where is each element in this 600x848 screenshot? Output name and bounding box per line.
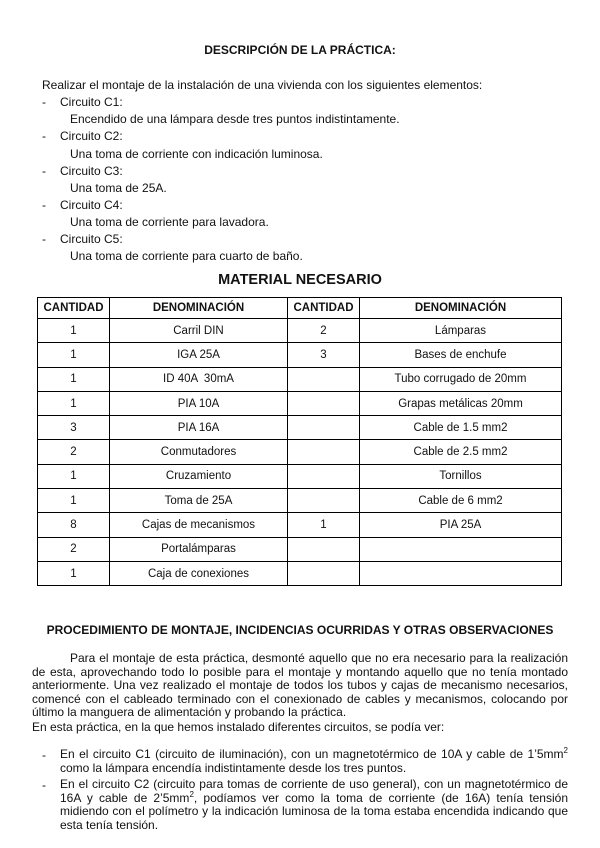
- circuit-name: Circuito C2:: [60, 129, 123, 143]
- table-cell: [360, 537, 562, 561]
- table-row: [38, 464, 562, 488]
- table-cell: Grapas metálicas 20mm: [360, 391, 562, 415]
- circuit-name: Circuito C4:: [60, 198, 123, 212]
- table-cell: PIA 25A: [360, 513, 562, 537]
- procedure-paragraph: Para el montaje de esta práctica, desmonté aquello que no era necesario para la realización de esta, aprovechando todo lo posible para el montaje y montando aquello que no tenía montado anteriormente. Una vez realizado el montaje de todos los tubos y cajas de mecanismo necesarios, comencé con el cableado terminado con el conexionado de cables y mecanismos, colocando por último la manguera de alimentación y probando la práctica.: [32, 651, 568, 719]
- table-cell: Carril DIN: [110, 319, 288, 343]
- table-cell: Portalámparas: [110, 537, 288, 561]
- table-cell: PIA 10A: [110, 391, 288, 415]
- bullet-dash: -: [42, 129, 46, 143]
- table-cell: [288, 391, 360, 415]
- table-row: [38, 561, 562, 585]
- observation-text: En el circuito C2 (circuito para tomas de corriente de uso general), con un magnetotérmico de 16A y cable de 2’5mm: [60, 777, 568, 805]
- table-cell: PIA 16A: [110, 416, 288, 440]
- bullet-dash: -: [42, 95, 46, 109]
- circuit-detail: Una toma de corriente para cuarto de baño.: [70, 249, 303, 263]
- table-cell: [288, 367, 360, 391]
- description-intro: Realizar el montaje de la instalación de una vivienda con los siguientes elementos:: [42, 78, 483, 92]
- table-cell: 3: [288, 343, 360, 367]
- table-cell: 1: [38, 391, 110, 415]
- circuit-detail: Una toma de 25A.: [70, 181, 167, 195]
- table-row: [38, 391, 562, 415]
- table-header-row: [38, 298, 562, 319]
- table-cell: 1: [38, 464, 110, 488]
- table-row: [38, 343, 562, 367]
- bullet-dash: -: [42, 164, 46, 178]
- superscript: 2: [189, 789, 194, 799]
- table-cell: Tornillos: [360, 464, 562, 488]
- table-cell: 1: [38, 343, 110, 367]
- circuit-detail: Una toma de corriente para lavadora.: [70, 215, 269, 229]
- table-row: [38, 489, 562, 513]
- table-cell: 2: [288, 319, 360, 343]
- table-cell: Lámparas: [360, 319, 562, 343]
- table-cell: Cable de 6 mm2: [360, 489, 562, 513]
- table-cell: Toma de 25A: [110, 489, 288, 513]
- observation-text: , podíamos ver como la toma de corriente (de 16A) tenía tensión midiendo con el polímetro y la indicación luminosa de la toma estaba encendida indicando que esta tenía tensión.: [60, 790, 568, 832]
- material-table: [37, 297, 562, 586]
- table-cell: 2: [38, 537, 110, 561]
- observation-text: En el circuito C1 (circuito de iluminación), con un magnetotérmico de 10A y cable de 1’5mm: [60, 747, 564, 761]
- circuit-name: Circuito C1:: [60, 95, 123, 109]
- table-row: [38, 367, 562, 391]
- table-row: [38, 513, 562, 537]
- table-cell: IGA 25A: [110, 343, 288, 367]
- table-cell: ID 40A 30mA: [110, 367, 288, 391]
- table-cell: Cable de 1.5 mm2: [360, 416, 562, 440]
- description-heading: DESCRIPCIÓN DE LA PRÁCTICA:: [204, 43, 396, 57]
- table-row: [38, 319, 562, 343]
- table-cell: [288, 464, 360, 488]
- table-row: [38, 537, 562, 561]
- circuit-detail: Una toma de corriente con indicación luminosa.: [70, 147, 323, 161]
- bullet-dash: -: [42, 748, 46, 762]
- bullet-dash: -: [42, 198, 46, 212]
- circuit-name: Circuito C3:: [60, 164, 123, 178]
- superscript: 2: [563, 746, 568, 755]
- table-cell: 1: [38, 489, 110, 513]
- table-cell: Conmutadores: [110, 440, 288, 464]
- table-cell: 1: [38, 561, 110, 585]
- table-cell: [360, 561, 562, 585]
- column-header: DENOMINACIÓN: [110, 298, 288, 319]
- table-cell: [288, 537, 360, 561]
- table-cell: Cable de 2.5 mm2: [360, 440, 562, 464]
- table-cell: Cruzamiento: [110, 464, 288, 488]
- table-row: [38, 440, 562, 464]
- table-cell: 1: [38, 367, 110, 391]
- circuit-name: Circuito C5:: [60, 232, 123, 246]
- table-cell: 3: [38, 416, 110, 440]
- table-cell: [288, 416, 360, 440]
- bullet-dash: -: [42, 232, 46, 246]
- table-row: [38, 416, 562, 440]
- table-cell: Tubo corrugado de 20mm: [360, 367, 562, 391]
- bullet-dash: -: [42, 778, 46, 792]
- procedure-heading: PROCEDIMIENTO DE MONTAJE, INCIDENCIAS OCURRIDAS Y OTRAS OBSERVACIONES: [46, 623, 554, 637]
- circuit-detail: Encendido de una lámpara desde tres puntos indistintamente.: [70, 112, 400, 126]
- procedure-intro: En esta práctica, en la que hemos instalado diferentes circuitos, se podía ver:: [32, 720, 445, 734]
- table-cell: Caja de conexiones: [110, 561, 288, 585]
- table-cell: 1: [288, 513, 360, 537]
- table-cell: [288, 440, 360, 464]
- table-cell: 1: [38, 319, 110, 343]
- table-cell: [288, 489, 360, 513]
- table-cell: 8: [38, 513, 110, 537]
- table-cell: 2: [38, 440, 110, 464]
- table-cell: Cajas de mecanismos: [110, 513, 288, 537]
- table-cell: Bases de enchufe: [360, 343, 562, 367]
- column-header: CANTIDAD: [288, 298, 360, 319]
- column-header: CANTIDAD: [38, 298, 110, 319]
- observation-text: como la lámpara encendía indistintamente desde los tres puntos.: [60, 760, 407, 775]
- observation-item: [60, 778, 568, 832]
- column-header: DENOMINACIÓN: [360, 298, 562, 319]
- table-cell: [288, 561, 360, 585]
- observation-item: [60, 748, 568, 775]
- material-title: MATERIAL NECESARIO: [218, 272, 382, 288]
